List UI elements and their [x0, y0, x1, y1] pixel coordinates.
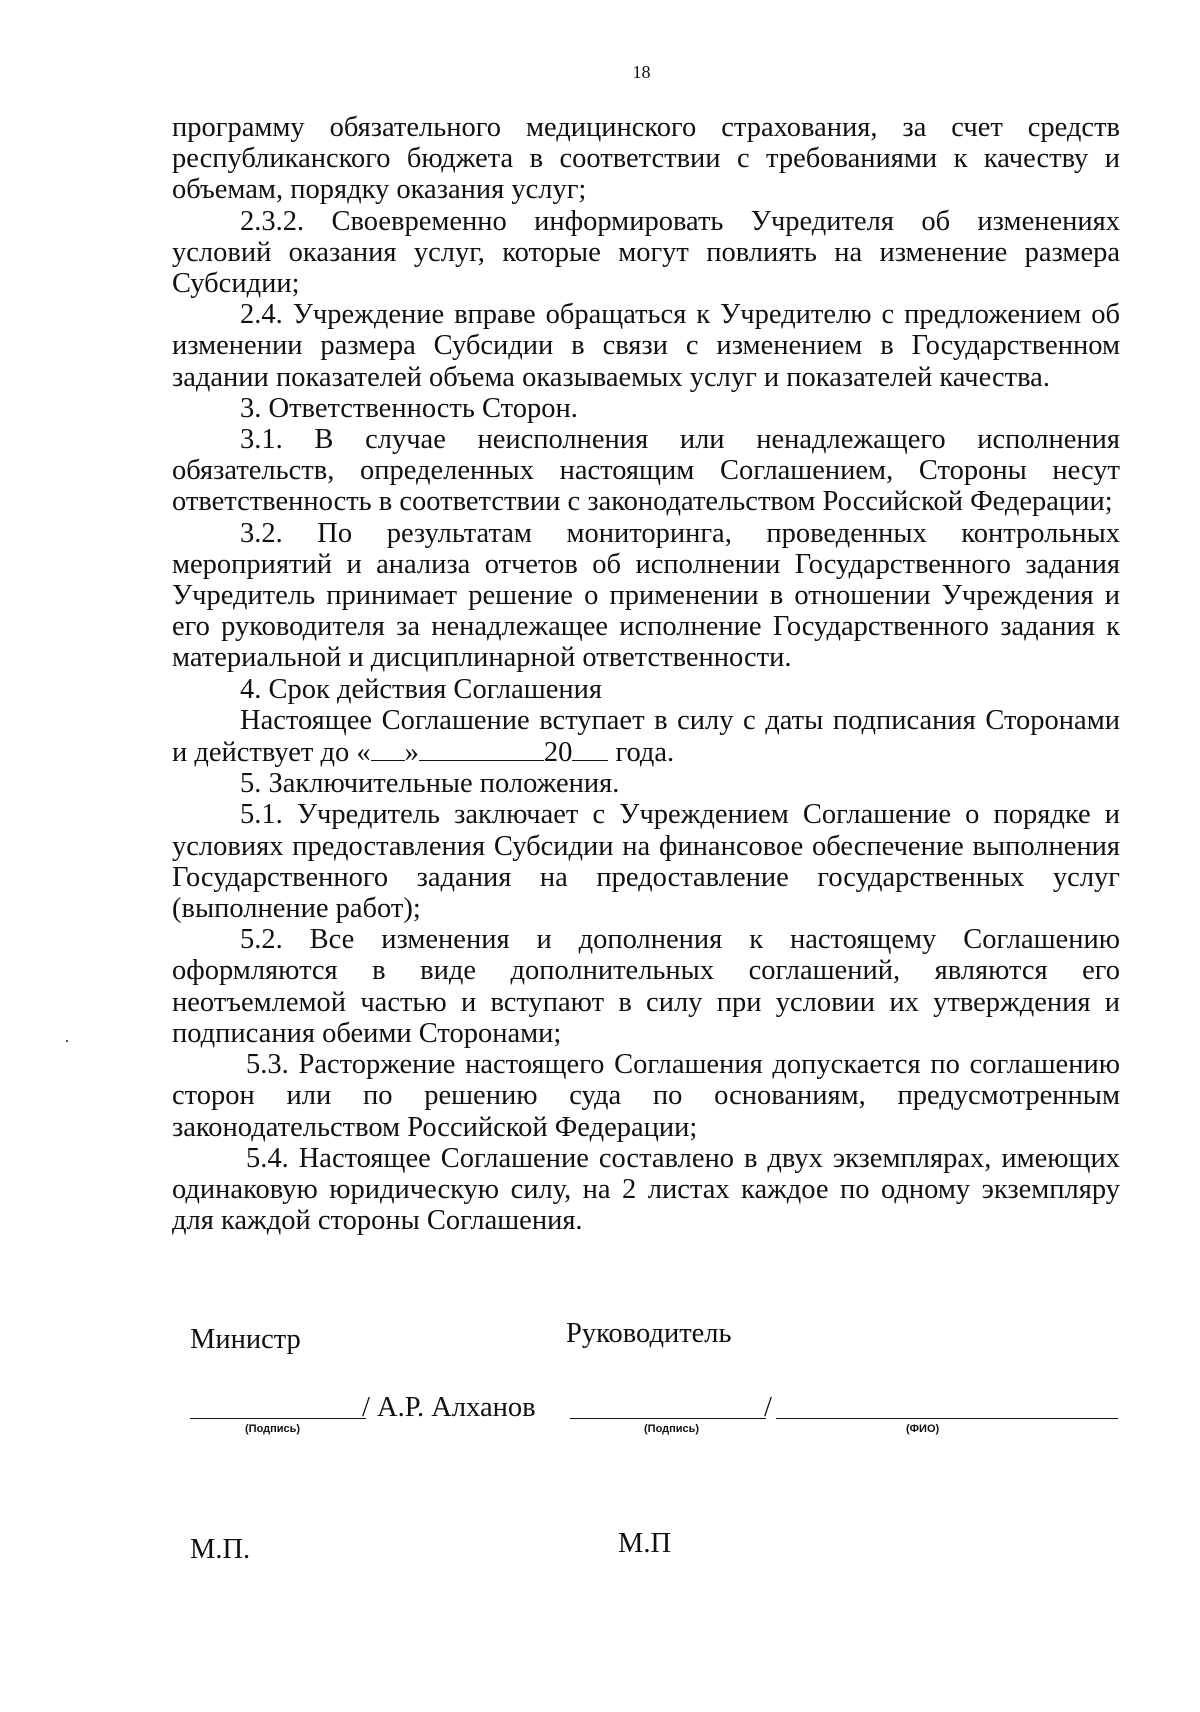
- year-blank: [572, 736, 608, 761]
- paragraph-continuation: программу обязательного медицинского страхования, за счет средств республиканского бюджета в соответствии с требованиями к качеству и объемам, порядку оказания услуг;: [172, 112, 1120, 206]
- paragraph-3-1: 3.1. В случае неисполнения или ненадлежащего исполнения обязательств, определенных настоящим Соглашением, Стороны несут ответственность в соответствии с законодательством Российской Федерации;: [172, 424, 1120, 518]
- minister-title: Министр: [190, 1324, 301, 1355]
- term-quote-close: »: [404, 737, 419, 769]
- paragraph-term: [172, 705, 1120, 768]
- paragraph-2-4: 2.4. Учреждение вправе обращаться к Учредителю с предложением об изменении размера Субсидии в связи с изменением в Государственном задании показателей объема оказываемых услуг и показателей качества.: [172, 299, 1120, 393]
- director-title: Руководитель: [566, 1318, 732, 1349]
- paragraph-5-1: 5.1. Учредитель заключает с Учреждением Соглашение о порядке и условиях предоставления Субсидии на финансовое обеспечение выполнения Государственного задания на предоставление государственных услуг (выполнение работ);: [172, 799, 1120, 925]
- term-text: Настоящее Соглашение вступает в силу с даты подписания Сторонами и действует до «: [172, 704, 1120, 769]
- minister-signature-line: [190, 1418, 366, 1419]
- section-heading-3: 3. Ответственность Сторон.: [240, 392, 578, 424]
- director-signature-caption: (Подпись): [644, 1423, 700, 1435]
- section-heading-4: 4. Срок действия Соглашения: [240, 673, 603, 705]
- scan-speck: [66, 1040, 68, 1042]
- director-name-line: [776, 1418, 1118, 1419]
- day-blank: [371, 736, 405, 761]
- paragraph-3-2: 3.2. По результатам мониторинга, проведенных контрольных мероприятий и анализа отчетов об исполнении Государственного задания Учредитель принимает решение о применении в отношении Учреждения и его руководителя за ненадлежащее исполнение Государственного задания к материальной и дисциплинарной ответственности.: [172, 517, 1120, 674]
- section-heading-5: 5. Заключительные положения.: [240, 768, 620, 800]
- minister-stamp-place: М.П.: [190, 1534, 251, 1565]
- paragraph-5-3: 5.3. Расторжение настоящего Соглашения допускается по соглашению сторон или по решению суда по основаниям, предусмотренным законодательством Российской Федерации;: [172, 1049, 1120, 1143]
- paragraph-2-3-2: 2.3.2. Своевременно информировать Учредителя об изменениях условий оказания услуг, которые могут повлиять на изменение размера Субсидии;: [172, 205, 1120, 300]
- director-name-caption: (ФИО): [906, 1423, 940, 1435]
- director-slash: /: [764, 1392, 772, 1423]
- page-number: 18: [632, 62, 651, 82]
- director-signature-line: [570, 1418, 766, 1419]
- paragraph-5-2: 5.2. Все изменения и дополнения к настоящему Соглашению оформляются в виде дополнительных соглашений, являются его неотъемлемой частью и вступают в силу при условии их утверждения и подписания обеими Сторонами;: [172, 924, 1120, 1049]
- document-body: [172, 112, 1120, 1236]
- minister-signature-caption: (Подпись): [245, 1423, 301, 1435]
- term-century: 20: [543, 737, 573, 769]
- director-stamp-place: М.П: [618, 1528, 672, 1559]
- term-year-word: года.: [608, 737, 675, 769]
- month-blank: [419, 736, 544, 761]
- paragraph-5-4: 5.4. Настоящее Соглашение составлено в двух экземплярах, имеющих одинаковую юридическую силу, на 2 листах каждое по одному экземпляру для каждой стороны Соглашения.: [172, 1142, 1120, 1237]
- minister-name: / А.Р. Алханов: [362, 1392, 536, 1423]
